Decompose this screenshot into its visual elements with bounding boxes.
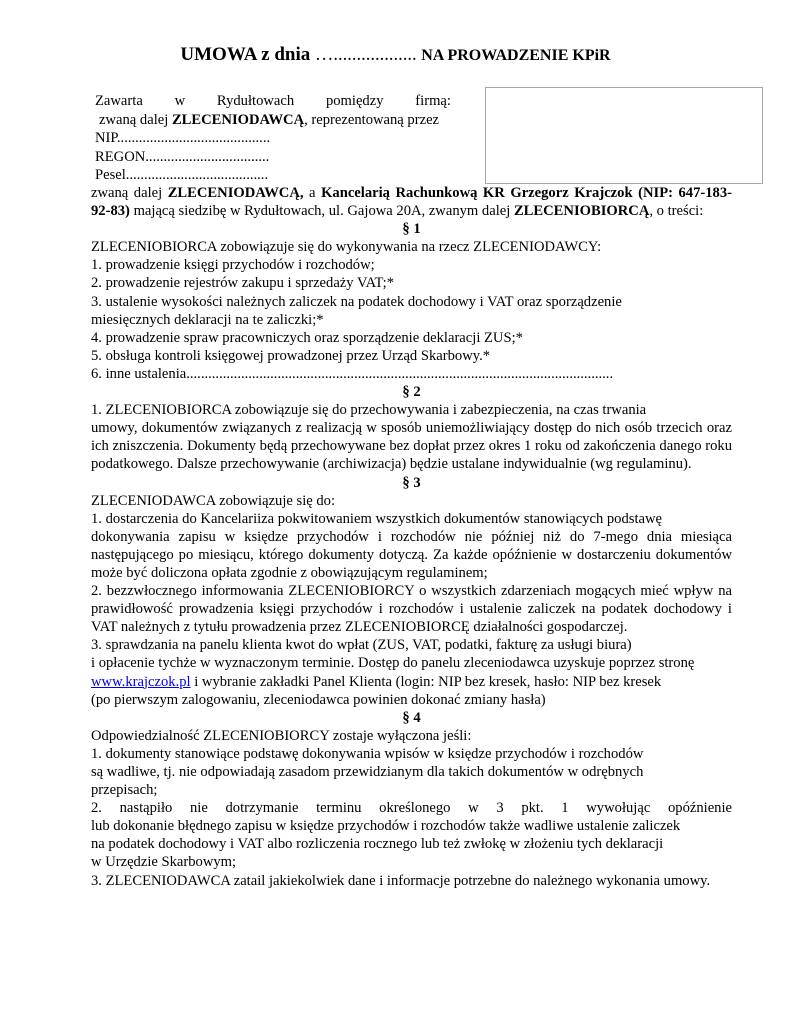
section-4-point-2-line: w Urzędzie Skarbowym; — [91, 854, 237, 871]
party-word: pomiędzy — [325, 93, 384, 109]
intro-paragraph — [91, 184, 732, 220]
section-2-paragraph: umowy, dokumentów związanych z realizacją w sposób uniemożliwiający dostęp do nich osób trzecich oraz ich zniszczenia. Dokumenty będą przechowywane bez dopłat przez okres 1 roku od zakończenia danego roku podatkowego. Dalsze przechowywanie (archiwizacja) będzie ustalane indywidualnie (wg regulaminu). — [91, 420, 732, 473]
section-3-point-3-line: i opłacenie tychże w wyznaczonym terminie. Dostęp do panelu zleceniodawca uzyskuje poprzez stronę — [91, 655, 695, 672]
party-word: firmą: — [415, 93, 451, 109]
section-3-point-1-first-line: 1. dostarczenia do Kancelariiza pokwitowaniem wszystkich dokumentów stanowiących podstawę — [91, 510, 663, 527]
section-4-heading: § 4 — [402, 709, 421, 726]
title-date-placeholder: ….................. — [314, 45, 417, 65]
party-regon-field: REGON.................................. — [95, 148, 270, 165]
section-4-point-3: 3. ZLECENIODAWCA zatail jakiekolwiek dane i informacje potrzebne do należnego wykonania umowy. — [91, 872, 711, 889]
title-suffix: NA PROWADZENIE KPiR — [421, 47, 611, 64]
contract-body — [91, 184, 732, 890]
section-3-point-3-line: 3. sprawdzania na panelu klienta kwot do wpłat (ZUS, VAT, podatki, fakturę za usługi biura) — [91, 637, 632, 654]
intro-office-name: Kancelarią Rachunkową KR Grzegorz Krajczok — [321, 185, 633, 201]
section-4-point-2-line: na podatek dochodowy i VAT albo rozliczenia rocznego lub też zwłokę w złożeniu tych deklaracji — [91, 836, 664, 853]
title-prefix: UMOWA z dnia — [180, 44, 311, 65]
party-text: zwaną dalej — [99, 111, 172, 128]
section-1-item: 1. prowadzenie księgi przychodów i rozchodów; — [91, 257, 375, 274]
party-word: Zawarta — [95, 93, 143, 109]
section-2-heading: § 2 — [402, 384, 421, 401]
intro-contractor: ZLECENIOBIORCĄ — [513, 203, 650, 220]
party-block — [95, 92, 451, 185]
section-3-point-3-line: (po pierwszym zalogowaniu, zleceniodawca powinien dokonać zmiany hasła) — [91, 691, 546, 708]
party-pesel-field: Pesel....................................... — [95, 167, 269, 183]
intro-office-nip: (NIP: 647-183-92-83) — [91, 185, 732, 220]
section-1-item: miesięcznych deklaracji na te zaliczki;* — [91, 311, 324, 328]
party-word: Rydułtowach — [216, 93, 295, 109]
section-3-point-1: dokonywania zapisu w księdze przychodów i rozchodów nie później niż do 7-mego dnia miesiąca następującego po miesiącu, którego dokumenty dotyczą. Za każde opóźnienie w dostarczeniu dokumentów może być doliczona opłata zgodnie z obowiązującym regulaminem; — [91, 528, 732, 581]
intro-text: , o treści: — [649, 203, 704, 220]
party-line-2 — [95, 111, 451, 130]
section-1-item: 3. ustalenie wysokości należnych zaliczek na podatek dochodowy i VAT oraz sporządzenie — [91, 293, 622, 310]
intro-text: a — [303, 185, 322, 201]
party-client-name: ZLECENIODAWCĄ — [171, 111, 305, 128]
section-2-first-line: 1. ZLECENIOBIORCA zobowiązuje się do przechowywania i zabezpieczenia, na czas trwania — [91, 402, 647, 419]
intro-client: ZLECENIODAWCĄ, — [167, 185, 304, 201]
section-1-heading: § 1 — [402, 221, 421, 238]
section-3-point-2: 2. bezzwłocznego informowania ZLECENIOBIORCY o wszystkich zdarzeniach mogących mieć wpływ na prawidłowość prowadzenia księgi przychodów i rozchodów i ustalenie zaliczek na podatek dochodowy i VAT należnych z tytułu prowadzenia przez ZLECENIOBIORCĘ działalności gospodarczej. — [91, 583, 732, 636]
section-1-item: 5. obsługa kontroli księgowej prowadzonej przez Urząd Skarbowy.* — [91, 347, 491, 364]
section-4-point-1-line: są wadliwe, tj. nie odpowiadają zasadom przewidzianym dla takich dokumentów w odrębnych — [91, 764, 644, 780]
stamp-box — [485, 87, 763, 184]
section-4-lead: Odpowiedzialność ZLECENIOBIORCY zostaje wyłączona jeśli: — [91, 727, 472, 744]
party-line-1 — [95, 92, 451, 111]
intro-text: mającą siedzibę w Rydułtowach, ul. Gajowa 20A, zwanym dalej — [129, 203, 511, 220]
section-3-point-3-line — [91, 673, 732, 691]
website-link[interactable]: www.krajczok.pl — [91, 673, 191, 690]
party-nip-field: NIP.......................................... — [95, 130, 271, 146]
section-1-item: 4. prowadzenie spraw pracowniczych oraz sporządzenie deklaracji ZUS;* — [91, 329, 523, 346]
section-1-item: 2. prowadzenie rejestrów zakupu i sprzedaży VAT;* — [91, 275, 394, 292]
section-4-point-2-line: 2. nastąpiło nie dotrzymanie terminu określonego w 3 pkt. 1 wywołując opóźnienie — [91, 800, 732, 817]
section-1-lead: ZLECENIOBIORCA zobowiązuje się do wykonywania na rzecz ZLECENIODAWCY: — [91, 239, 602, 256]
party-text: , reprezentowaną przez — [304, 111, 440, 128]
intro-text: zwaną dalej — [91, 185, 168, 201]
section-1-item: 6. inne ustalenia..................................................................................................................... — [91, 365, 614, 382]
section-3-heading: § 3 — [402, 474, 421, 491]
section-4-point-2-line: lub dokonanie błędnego zapisu w księdze przychodów i rozchodów także wadliwe ustalenie zaliczek — [91, 818, 681, 835]
party-word: w — [174, 93, 186, 109]
section-3-point-3-text: i wybranie zakładki Panel Klienta (login: NIP bez kresek, hasło: NIP bez kresek — [190, 673, 662, 690]
section-4-point-1-line: 1. dokumenty stanowiące podstawę dokonywania wpisów w księdze przychodów i rozchodów — [91, 745, 644, 762]
document-title — [0, 44, 791, 66]
section-4-point-1-line: przepisach; — [91, 782, 158, 799]
section-3-lead: ZLECENIODAWCA zobowiązuje się do: — [91, 492, 336, 509]
